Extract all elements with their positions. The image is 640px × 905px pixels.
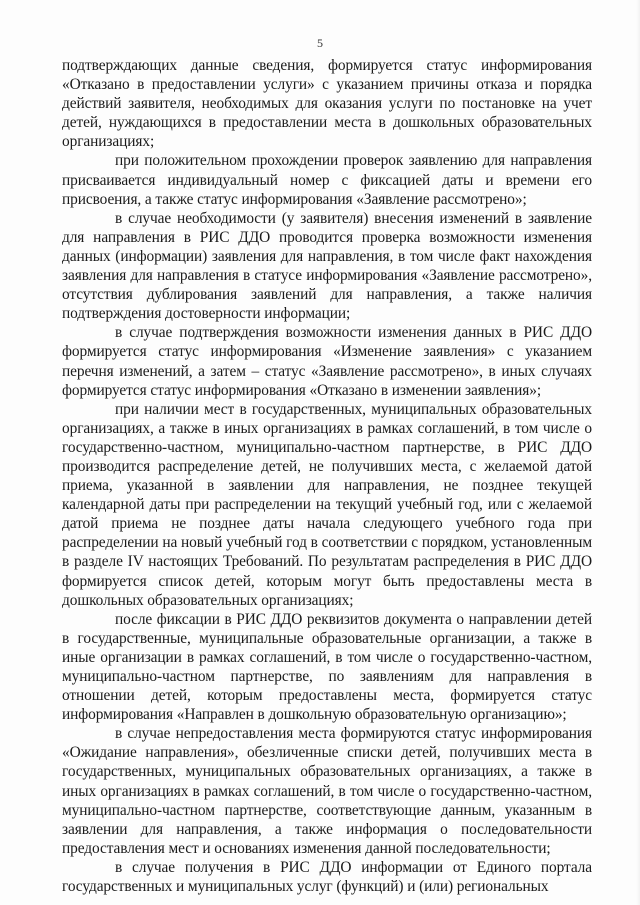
paragraph: в случае необходимости (у заявителя) внесения изменений в заявление для направления в РИС ДДО проводится проверка возможности изменения данных (информации) заявления для направления, в том числе факт нахождения заявления для направления в статусе информирования «Заявление рассмотрено», отсутствия дублирования заявлений для направления, а также наличия подтверждения достоверности информации; — [62, 209, 592, 323]
paragraph: при наличии мест в государственных, муниципальных образовательных организациях, а также в иных организациях в рамках соглашений, в том числе о государственно-частном, муниципально-частном партнерстве, в РИС ДДО производится распределение детей, не получивших места, с желаемой датой приема, указанной в заявлении для направления, не позднее текущей календарной даты при распределении на текущий учебный год, или с желаемой датой приема не позднее даты начала следующего учебного года при распределении на новый учебный год в соответствии с порядком, установленным в разделе IV настоящих Требований. По результатам распределения в РИС ДДО формируется список детей, которым могут быть предоставлены места в дошкольных образовательных организациях; — [62, 400, 592, 609]
page-number: 5 — [317, 36, 323, 50]
paragraph: в случае непредоставления места формируются статус информирования «Ожидание направления», обезличенные списки детей, получивших места в государственных, муниципальных образовательных организациях, а также в иных организациях в рамках соглашений, в том числе о государственно-частном, муниципально-частном партнерстве, соответствующие данным, указанным в заявлении для направления, а также информация о последовательности предоставления мест и основаниях изменения данной последовательности; — [62, 725, 592, 857]
paragraph: при положительном прохождении проверок заявлению для направления присваивается индивидуальный номер с фиксацией даты и времени его присвоения, а также статус информирования «Заявление рассмотрено»; — [62, 152, 592, 208]
paragraph: в случае подтверждения возможности изменения данных в РИС ДДО формируется статус информирования «Изменение заявления» с указанием перечня изменений, а затем – статус «Заявление рассмотрено», в иных случаях формируется статус информирования «Отказано в изменении заявления»; — [62, 324, 592, 399]
scan-edge-shadow — [636, 0, 640, 905]
paragraph-continuation: подтверждающих данные сведения, формируется статус информирования «Отказано в предоставлении услуги» с указанием причины отказа и порядка действий заявителя, необходимых для оказания услуги по постановке на учет детей, нуждающихся в предоставлении места в дошкольных образовательных организациях; — [62, 57, 592, 151]
paragraph: в случае получения в РИС ДДО информации от Единого портала государственных и муниципальных услуг (функций) и (или) региональных — [62, 858, 592, 896]
document-body — [62, 56, 592, 896]
paragraph: после фиксации в РИС ДДО реквизитов документа о направлении детей в государственные, муниципальные образовательные организации, а также в иные организации в рамках соглашений, в том числе о государственно-частном, муниципально-частном партнерстве, по заявлениям для направления в отношении детей, которым предоставлены места, формируется статус информирования «Направлен в дошкольную образовательную организацию»; — [62, 610, 592, 724]
